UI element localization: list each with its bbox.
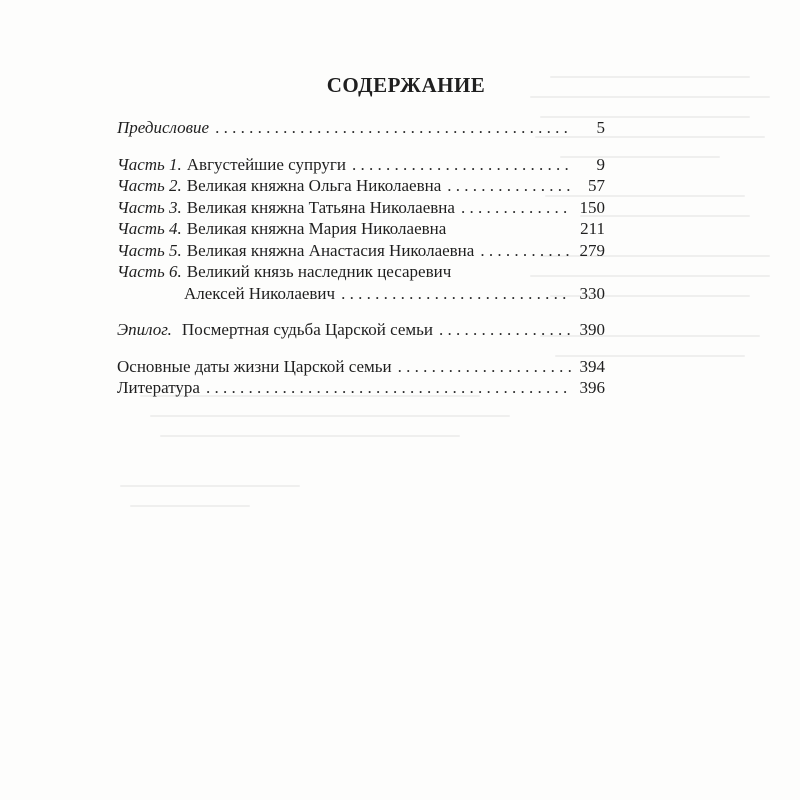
leader-dots <box>398 356 571 378</box>
toc-entry-title: Великая княжна Татьяна Николаевна <box>186 197 455 217</box>
leader-dots <box>439 319 571 341</box>
toc-page-number: 57 <box>588 176 605 195</box>
toc-page-number: 150 <box>579 197 605 217</box>
toc-entry-preface <box>117 117 607 139</box>
toc-entry-title: Августейшие супруги <box>186 154 346 174</box>
toc-entry-label: Предисловие <box>117 118 210 137</box>
toc-entry-part-3 <box>117 197 607 219</box>
toc-entry-title: Посмертная судьба Царской семьи <box>181 320 434 339</box>
toc-page-number: 9 <box>596 154 605 174</box>
toc-entry-part-6 <box>117 261 607 283</box>
leader-dots <box>215 117 571 139</box>
toc-page-number: 390 <box>579 320 605 339</box>
toc-page-number: 279 <box>579 240 605 260</box>
page-title: СОДЕРЖАНИЕ <box>326 73 486 97</box>
toc-page-number: 330 <box>579 283 605 303</box>
toc-entry-label: Часть 4. <box>117 219 182 238</box>
toc-entry-label: Часть 6. <box>117 262 182 281</box>
leader-dots <box>341 283 571 305</box>
toc-entry-part-2 <box>117 175 607 197</box>
toc-page-number: 394 <box>579 356 605 376</box>
toc-entry-title: Великая княжна Анастасия Николаевна <box>186 240 475 260</box>
toc-entry-title: Великий князь наследник цесаревич <box>186 262 452 281</box>
toc-entry-label: Эпилог. <box>117 320 172 339</box>
toc-page-number: 5 <box>596 118 605 137</box>
toc-entry-part-1 <box>117 154 607 176</box>
toc-entry-part-4 <box>117 218 607 240</box>
table-of-contents <box>117 117 607 399</box>
leader-dots <box>447 175 571 197</box>
toc-entry-title: Основные даты жизни Царской семьи <box>117 356 392 376</box>
toc-entry-title: Великая княжна Мария Николаевна <box>186 219 447 238</box>
leader-dots <box>461 197 571 219</box>
toc-entry-title: Литература <box>117 378 200 397</box>
toc-entry-title: Великая княжна Ольга Николаевна <box>186 176 442 195</box>
toc-entry-dates <box>117 356 607 378</box>
toc-entry-label: Часть 2. <box>117 176 182 195</box>
toc-page-number: 396 <box>579 378 605 397</box>
toc-page-number: 211 <box>580 219 605 238</box>
toc-entry-epilogue <box>117 319 607 341</box>
toc-entry-label: Часть 5. <box>117 240 182 260</box>
toc-entry-label: Часть 3. <box>117 197 182 217</box>
toc-entry-part-6-continuation <box>117 283 607 305</box>
leader-dots <box>352 154 571 176</box>
toc-entry-title-continuation: Алексей Николаевич <box>184 283 336 303</box>
leader-dots <box>480 240 571 262</box>
toc-entry-label: Часть 1. <box>117 154 182 174</box>
toc-entry-part-5 <box>117 240 607 262</box>
toc-entry-literature <box>117 377 607 399</box>
leader-dots <box>206 377 571 399</box>
